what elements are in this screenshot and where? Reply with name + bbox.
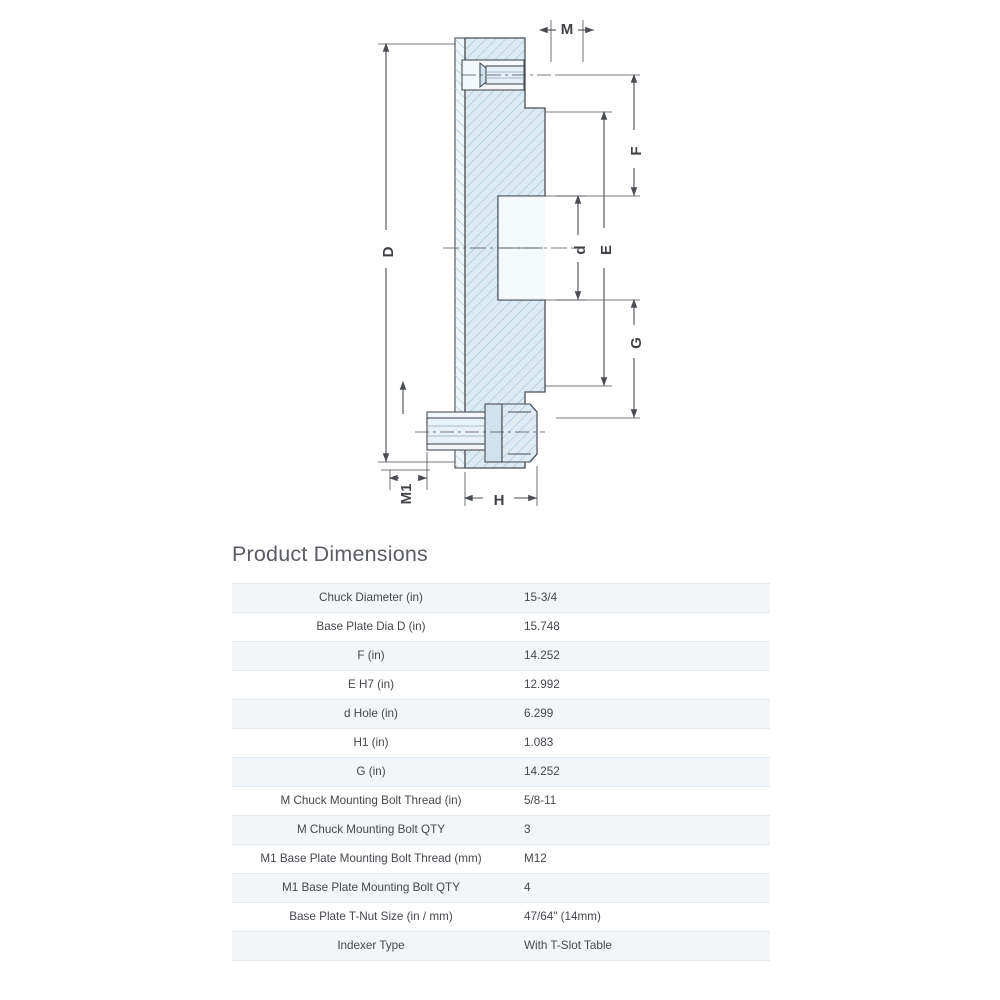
table-row	[232, 758, 770, 787]
spec-value: 47/64" (14mm)	[514, 903, 770, 932]
spec-label: Base Plate T-Nut Size (in / mm)	[232, 903, 514, 932]
spec-label: E H7 (in)	[232, 671, 514, 700]
spec-label: d Hole (in)	[232, 700, 514, 729]
callout-label-M: M	[560, 20, 574, 38]
table-row	[232, 613, 770, 642]
table-row	[232, 874, 770, 903]
spec-value: 15-3/4	[514, 584, 770, 613]
spec-value: With T-Slot Table	[514, 932, 770, 961]
table-row	[232, 903, 770, 932]
spec-label: M Chuck Mounting Bolt Thread (in)	[232, 787, 514, 816]
callout-label-H: H	[493, 492, 505, 509]
spec-label: F (in)	[232, 642, 514, 671]
callout-label-G: G	[628, 337, 645, 349]
spec-value: 12.992	[514, 671, 770, 700]
table-row	[232, 932, 770, 961]
table-row	[232, 671, 770, 700]
callout-label-D: D	[380, 246, 397, 258]
spec-label: M1 Base Plate Mounting Bolt Thread (mm)	[232, 845, 514, 874]
table-row	[232, 584, 770, 613]
page-title: Product Dimensions	[232, 542, 428, 566]
callout-label-d: d	[572, 245, 589, 255]
table-row	[232, 700, 770, 729]
callout-label-M1: M1	[398, 483, 415, 505]
callout-label-E: E	[598, 244, 615, 256]
table-row	[232, 642, 770, 671]
callout-label-F: F	[628, 146, 645, 156]
spec-value: 3	[514, 816, 770, 845]
table-row	[232, 816, 770, 845]
spec-value: 6.299	[514, 700, 770, 729]
table-row	[232, 845, 770, 874]
spec-label: Chuck Diameter (in)	[232, 584, 514, 613]
spec-label: M Chuck Mounting Bolt QTY	[232, 816, 514, 845]
spec-value: 1.083	[514, 729, 770, 758]
spec-label: Indexer Type	[232, 932, 514, 961]
spec-value: 4	[514, 874, 770, 903]
spec-value: M12	[514, 845, 770, 874]
spec-value: 14.252	[514, 758, 770, 787]
spec-label: Base Plate Dia D (in)	[232, 613, 514, 642]
spec-value: 5/8-11	[514, 787, 770, 816]
spec-label: M1 Base Plate Mounting Bolt QTY	[232, 874, 514, 903]
spec-value: 15.748	[514, 613, 770, 642]
table-row	[232, 729, 770, 758]
product-dimensions-table	[232, 583, 770, 961]
spec-label: G (in)	[232, 758, 514, 787]
spec-value: 14.252	[514, 642, 770, 671]
table-row	[232, 787, 770, 816]
spec-label: H1 (in)	[232, 729, 514, 758]
